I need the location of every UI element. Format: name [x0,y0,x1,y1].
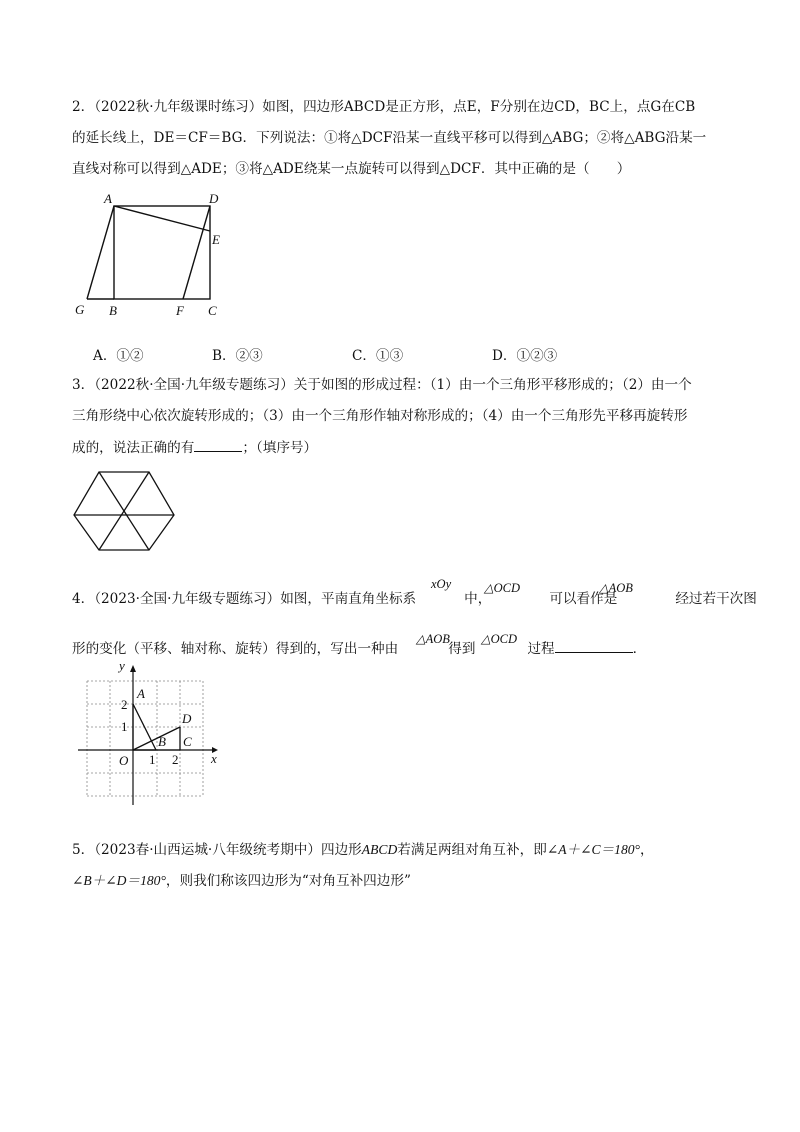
q3-line-3a: 成的，说法正确的有 [72,440,195,456]
q2-option-c[interactable]: C．①③ [352,348,404,364]
q5-eq1: ∠A＋∠C＝180° [546,842,640,857]
q5-abcd: ABCD [361,842,398,857]
label-e: E [212,232,220,247]
q4-ocd-2: △OCD [481,632,518,646]
q5-line-1c: ， [639,842,654,858]
label-a: A [104,191,112,206]
label-d: D [209,191,219,206]
q2-line-2: 的延长线上，DE＝CF＝BG．下列说法：①将△DCF沿某一直线平移可以得到△ABG；②将△ABG沿某一 [72,130,707,146]
q2-line-3: 直线对称可以得到△ADE；③将△ADE绕某一点旋转可以得到△DCF．其中正确的是（ ） [72,161,631,177]
q4-line-2c: 过程 [527,641,555,657]
q4-xoy: xOy [431,577,452,591]
tick-x-2: 2 [172,752,179,767]
point-b-label: B [158,734,166,749]
q4-line-2a: 形的变化（平移、轴对称、旋转）得到的，写出一种由 [72,641,399,657]
q4-mid: 中， [464,591,492,607]
q2-option-d[interactable]: D．①②③ [492,348,558,364]
q3-answer-blank[interactable] [194,437,242,452]
q3-line-1: 3．（2022秋·全国·九年级专题练习）关于如图的形成过程：（1）由一个三角形平移形成的；（2）由一个 [72,377,692,393]
q4-aob: △AOB [599,581,633,595]
q3-line-2: 三角形绕中心依次旋转形成的；（3）由一个三角形作轴对称形成的；（4）由一个三角形先平移再旋转形 [72,408,688,424]
axis-y-label: y [119,658,125,673]
square-abcd [114,206,210,299]
q5-line-1a: 5．（2023春·山西运城·八年级统考期中）四边形 [72,842,362,858]
tick-x-1: 1 [149,752,156,767]
tick-y-2: 2 [121,697,128,712]
label-b: B [109,303,117,318]
q4-aob-2: △AOB [416,632,450,646]
q4-line-2 [72,638,646,659]
q5-eq2: ∠B＋∠D＝180° [72,873,166,888]
label-g: G [75,302,85,317]
q2-option-b[interactable]: B．②③ [212,348,263,364]
q4-line-2b: 得到 [448,641,476,657]
q4-line-1b: 可以看作是 [549,591,618,607]
origin-label: O [119,753,129,768]
q3-hexagon-figure [70,465,180,555]
y-axis-arrow [130,665,136,672]
point-a-label: A [137,686,145,701]
q4-ocd: △OCD [484,581,521,595]
q2-square-figure [70,190,240,325]
segment-df [183,206,210,299]
q4-line-1 [72,589,757,609]
axis-x-label: x [211,751,217,766]
q3-line-3b: ；（填序号） [242,440,318,456]
q4-answer-blank[interactable] [555,638,633,653]
q4-line-1c: 经过若干次图 [675,591,757,607]
q2-option-a[interactable]: A．①② [93,348,144,364]
q5-line-2 [72,871,411,891]
segment-od [133,727,180,750]
q4-line-2d: ． [632,641,647,657]
q3-line-3 [72,437,317,458]
point-c-label: C [183,734,192,749]
q2-line-1: 2．（2022秋·九年级课时练习）如图，四边形ABCD是正方形，点E，F分别在边CD，BC上，点G在CB [72,99,696,115]
point-d-label: D [182,711,192,726]
q4-coordinate-figure [70,660,230,810]
segment-ae [114,206,210,231]
label-c: C [208,303,217,318]
tick-y-1: 1 [121,719,128,734]
q5-line-1b: 若满足两组对角互补，即 [397,842,547,858]
q5-line-1 [72,840,654,860]
segment-ag [87,206,114,299]
q5-line-2: ，则我们称该四边形为“对角互补四边形” [165,873,411,889]
q4-line-1a: 4．（2023·全国·九年级专题练习）如图，平南直角坐标系 [72,591,417,607]
label-f: F [176,303,184,318]
